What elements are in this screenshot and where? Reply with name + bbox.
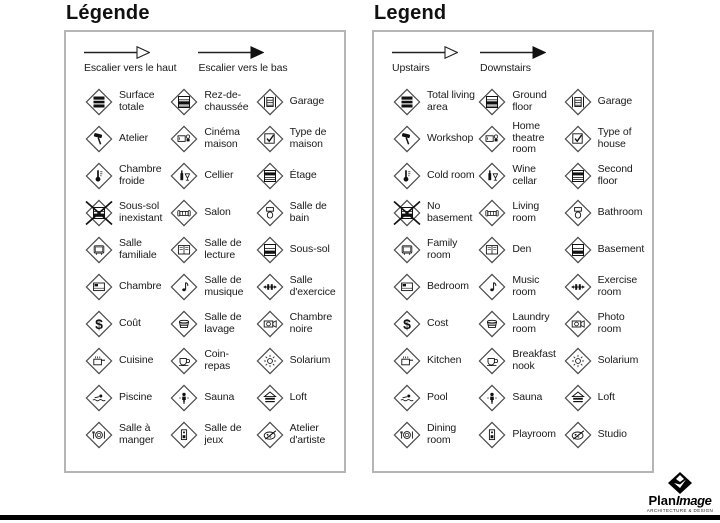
legend-item-label: Ground floor bbox=[512, 89, 547, 113]
legend-item bbox=[255, 194, 340, 231]
legend-item-label: Garage bbox=[597, 94, 633, 107]
stairs-down-arrow-group bbox=[480, 46, 546, 74]
legend-item bbox=[477, 120, 562, 157]
kitchen-icon bbox=[84, 346, 114, 376]
legend-item-label: Coin-repas bbox=[204, 348, 231, 372]
legend-item-label: Cuisine bbox=[119, 353, 154, 366]
legend-item-label: Chambre bbox=[119, 279, 162, 292]
garage-icon bbox=[255, 87, 285, 117]
legend-item bbox=[563, 379, 648, 416]
second-floor-icon bbox=[563, 161, 593, 191]
den-icon bbox=[477, 235, 507, 265]
total-living-area-icon bbox=[84, 87, 114, 117]
legend-item bbox=[563, 305, 648, 342]
legend-item bbox=[392, 157, 477, 194]
legend-item-label: Rez-de-chaussée bbox=[204, 89, 249, 113]
legend-item bbox=[392, 120, 477, 157]
legend-item-label: Salle de lecture bbox=[204, 237, 242, 261]
brand-plan: Plan bbox=[648, 493, 676, 508]
studio-icon bbox=[255, 420, 285, 450]
dining-room-icon bbox=[84, 420, 114, 450]
svg-text:$: $ bbox=[403, 315, 411, 332]
legend-item bbox=[84, 194, 169, 231]
breakfast-nook-icon bbox=[169, 346, 199, 376]
legend-item-label: Dining room bbox=[427, 422, 457, 446]
legend-item-label: Family room bbox=[427, 237, 458, 261]
legend-item bbox=[392, 416, 477, 453]
legend-item-label: Salle familiale bbox=[119, 237, 157, 261]
stairs-up-arrow-label: Upstairs bbox=[392, 62, 430, 74]
legend-item bbox=[84, 120, 169, 157]
dining-room-icon bbox=[392, 420, 422, 450]
legend-item bbox=[84, 268, 169, 305]
second-floor-icon bbox=[255, 161, 285, 191]
legend-item bbox=[563, 231, 648, 268]
cost-icon bbox=[84, 309, 114, 339]
legend-item bbox=[169, 120, 254, 157]
legend-item-label: Étage bbox=[289, 168, 317, 181]
legend-item bbox=[169, 231, 254, 268]
legend-item bbox=[169, 83, 254, 120]
legend-item-label: Type de maison bbox=[289, 126, 327, 150]
legend-item-label: Kitchen bbox=[427, 353, 462, 366]
photo-room-icon bbox=[563, 309, 593, 339]
type-of-house-icon bbox=[563, 124, 593, 154]
loft-icon bbox=[563, 383, 593, 413]
legend-item-label: Cold room bbox=[427, 168, 475, 181]
legend-item-label: Loft bbox=[597, 390, 615, 403]
legend-item-label: Laundry room bbox=[512, 311, 550, 335]
breakfast-nook-icon bbox=[477, 346, 507, 376]
legend-item bbox=[255, 231, 340, 268]
legend-item-label: Salon bbox=[204, 205, 231, 218]
garage-icon bbox=[563, 87, 593, 117]
legend-item bbox=[563, 268, 648, 305]
legend-item-label: Workshop bbox=[427, 131, 474, 144]
pool-icon bbox=[84, 383, 114, 413]
stairs-up-arrow-group bbox=[84, 46, 176, 74]
stairs-down-arrow-icon bbox=[480, 46, 546, 59]
stairs-up-arrow-icon bbox=[84, 46, 176, 59]
legend-item-label: Atelier d'artiste bbox=[289, 422, 326, 446]
legend-item bbox=[563, 416, 648, 453]
family-room-icon bbox=[392, 235, 422, 265]
bedroom-icon bbox=[84, 272, 114, 302]
planimage-tagline: ARCHITECTURE & DESIGN bbox=[646, 508, 714, 513]
legend-item-label: Basement bbox=[597, 242, 645, 255]
legend-item bbox=[563, 342, 648, 379]
planimage-wordmark bbox=[644, 495, 716, 507]
legend-item-label: Bathroom bbox=[597, 205, 643, 218]
studio-icon bbox=[563, 420, 593, 450]
legend-item-label: Solarium bbox=[289, 353, 331, 366]
legend-item bbox=[392, 231, 477, 268]
legend-item bbox=[392, 379, 477, 416]
photo-room-icon bbox=[255, 309, 285, 339]
stairs-down-arrow-group bbox=[198, 46, 287, 74]
stairs-up-arrow-label: Escalier vers le haut bbox=[84, 62, 177, 74]
legend-item bbox=[84, 231, 169, 268]
exercise-room-icon bbox=[255, 272, 285, 302]
legend-item-label: Pool bbox=[427, 390, 448, 403]
legend-item bbox=[84, 342, 169, 379]
legend-item-label: Chambre noire bbox=[289, 311, 333, 335]
no-basement-icon bbox=[84, 198, 114, 228]
legend-item bbox=[563, 120, 648, 157]
legend-item bbox=[255, 342, 340, 379]
sauna-icon bbox=[169, 383, 199, 413]
legend-item-label: Type of house bbox=[597, 126, 632, 150]
loft-icon bbox=[255, 383, 285, 413]
bedroom-icon bbox=[392, 272, 422, 302]
total-living-area-icon bbox=[392, 87, 422, 117]
legend-item bbox=[255, 120, 340, 157]
playroom-icon bbox=[169, 420, 199, 450]
legend-item bbox=[169, 342, 254, 379]
legend-item bbox=[477, 379, 562, 416]
ground-floor-icon bbox=[169, 87, 199, 117]
legend-item-label: Playroom bbox=[512, 427, 556, 440]
legend-item bbox=[84, 379, 169, 416]
legend-item-label: Garage bbox=[289, 94, 325, 107]
workshop-icon bbox=[392, 124, 422, 154]
legend-item-label: Atelier bbox=[119, 131, 149, 144]
legend-item-label: Cinéma maison bbox=[204, 126, 240, 150]
legend-item-label: Salle de jeux bbox=[204, 422, 242, 446]
legend-item bbox=[563, 83, 648, 120]
legend-item bbox=[477, 416, 562, 453]
legend-item bbox=[255, 157, 340, 194]
legend-item-label: Cost bbox=[427, 316, 449, 329]
legend-item bbox=[392, 194, 477, 231]
exercise-room-icon bbox=[563, 272, 593, 302]
home-theatre-icon bbox=[169, 124, 199, 154]
legend-item bbox=[392, 83, 477, 120]
den-icon bbox=[169, 235, 199, 265]
stairs-arrows-row bbox=[392, 46, 648, 74]
wine-cellar-icon bbox=[477, 161, 507, 191]
legend-item-label: Salle de musique bbox=[204, 274, 244, 298]
legend-item-label: Chambre froide bbox=[119, 163, 162, 187]
legend-panel-en bbox=[372, 2, 654, 473]
legend-item bbox=[477, 194, 562, 231]
legend-item-label: Solarium bbox=[597, 353, 639, 366]
legend-item bbox=[84, 83, 169, 120]
living-room-icon bbox=[477, 198, 507, 228]
legend-item bbox=[84, 416, 169, 453]
cold-room-icon bbox=[84, 161, 114, 191]
family-room-icon bbox=[84, 235, 114, 265]
basement-icon bbox=[255, 235, 285, 265]
legend-item-label: Den bbox=[512, 242, 532, 255]
legend-item-label: Second floor bbox=[597, 163, 633, 187]
laundry-room-icon bbox=[169, 309, 199, 339]
cost-icon bbox=[392, 309, 422, 339]
type-of-house-icon bbox=[255, 124, 285, 154]
legend-item bbox=[169, 416, 254, 453]
music-room-icon bbox=[477, 272, 507, 302]
ground-floor-icon bbox=[477, 87, 507, 117]
legend-item bbox=[477, 305, 562, 342]
legend-item bbox=[392, 305, 477, 342]
legend-item-label: Living room bbox=[512, 200, 540, 224]
legend-item-label: Surface totale bbox=[119, 89, 155, 113]
solarium-icon bbox=[255, 346, 285, 376]
legend-item bbox=[84, 305, 169, 342]
laundry-room-icon bbox=[477, 309, 507, 339]
planimage-diamond-logo-icon bbox=[667, 471, 693, 495]
legend-item bbox=[255, 268, 340, 305]
legend-item bbox=[563, 157, 648, 194]
legend-item-label: Exercise room bbox=[597, 274, 638, 298]
brand-image: Image bbox=[675, 493, 712, 508]
stairs-arrows-row bbox=[84, 46, 340, 74]
legend-item bbox=[169, 194, 254, 231]
legend-item-label: Breakfast nook bbox=[512, 348, 556, 372]
legend-item-label: No basement bbox=[427, 200, 473, 224]
legend-item-label: Salle à manger bbox=[119, 422, 155, 446]
legend-title-en: Legend bbox=[374, 2, 447, 24]
sauna-icon bbox=[477, 383, 507, 413]
legend-item bbox=[477, 268, 562, 305]
stairs-up-arrow-icon bbox=[392, 46, 458, 59]
legend-item bbox=[477, 83, 562, 120]
legend-item-label: Loft bbox=[289, 390, 307, 403]
cold-room-icon bbox=[392, 161, 422, 191]
stairs-up-arrow-group bbox=[392, 46, 458, 74]
kitchen-icon bbox=[392, 346, 422, 376]
legend-item-label: Piscine bbox=[119, 390, 153, 403]
legend-items-grid bbox=[84, 83, 340, 453]
legend-item-label: Salle de lavage bbox=[204, 311, 242, 335]
workshop-icon bbox=[84, 124, 114, 154]
legend-item-label: Cellier bbox=[204, 168, 234, 181]
stairs-down-arrow-label: Downstairs bbox=[480, 62, 531, 74]
bathroom-icon bbox=[255, 198, 285, 228]
svg-text:$: $ bbox=[95, 315, 103, 332]
legend-item-label: Home theatre room bbox=[512, 120, 545, 156]
legend-item bbox=[169, 268, 254, 305]
legend-item bbox=[392, 268, 477, 305]
legend-box-en bbox=[372, 30, 654, 473]
legend-panel-fr bbox=[64, 2, 346, 473]
legend-item-label: Sous-sol inexistant bbox=[119, 200, 163, 224]
legend-item-label: Music room bbox=[512, 274, 540, 298]
living-room-icon bbox=[169, 198, 199, 228]
legend-item bbox=[255, 416, 340, 453]
bathroom-icon bbox=[563, 198, 593, 228]
legend-item bbox=[255, 305, 340, 342]
legend-item-label: Coût bbox=[119, 316, 141, 329]
legend-item-label: Sauna bbox=[204, 390, 235, 403]
page-bottom-rule bbox=[0, 515, 720, 520]
home-theatre-icon bbox=[477, 124, 507, 154]
legend-item-label: Studio bbox=[597, 427, 627, 440]
pool-icon bbox=[392, 383, 422, 413]
legend-box-fr bbox=[64, 30, 346, 473]
legend-item-label: Salle d'exercice bbox=[289, 274, 336, 298]
legend-item-label: Salle de bain bbox=[289, 200, 327, 224]
stairs-down-arrow-label: Escalier vers le bas bbox=[198, 62, 288, 74]
legend-item-label: Bedroom bbox=[427, 279, 469, 292]
legend-item-label: Total living area bbox=[427, 89, 475, 113]
legend-item bbox=[169, 379, 254, 416]
legend-item-label: Sauna bbox=[512, 390, 543, 403]
legend-item-label: Photo room bbox=[597, 311, 625, 335]
legend-item bbox=[255, 379, 340, 416]
no-basement-icon bbox=[392, 198, 422, 228]
legend-item bbox=[563, 194, 648, 231]
legend-item bbox=[84, 157, 169, 194]
music-room-icon bbox=[169, 272, 199, 302]
solarium-icon bbox=[563, 346, 593, 376]
legend-item bbox=[477, 231, 562, 268]
planimage-logo bbox=[644, 471, 716, 513]
legend-item bbox=[255, 83, 340, 120]
wine-cellar-icon bbox=[169, 161, 199, 191]
legend-item-label: Sous-sol bbox=[289, 242, 330, 255]
legend-items-grid bbox=[392, 83, 648, 453]
legend-item bbox=[169, 305, 254, 342]
legend-title-fr: Légende bbox=[66, 2, 150, 24]
legend-item-label: Wine cellar bbox=[512, 163, 537, 187]
legend-item bbox=[477, 157, 562, 194]
legend-item bbox=[392, 342, 477, 379]
playroom-icon bbox=[477, 420, 507, 450]
legend-item bbox=[169, 157, 254, 194]
stairs-down-arrow-icon bbox=[198, 46, 287, 59]
legend-item bbox=[477, 342, 562, 379]
basement-icon bbox=[563, 235, 593, 265]
